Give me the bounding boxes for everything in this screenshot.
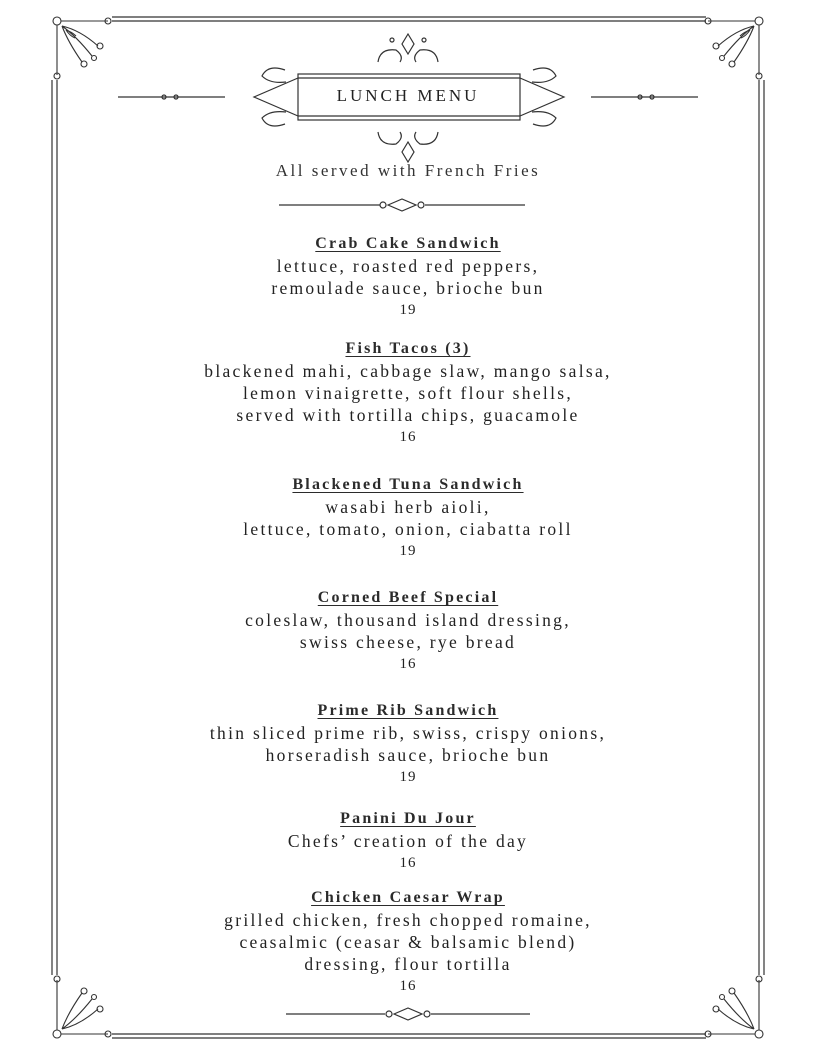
item-description-line: dressing, flour tortilla	[304, 954, 512, 974]
menu-title: LUNCH MENU	[336, 86, 480, 105]
item-description-line: Chefs’ creation of the day	[287, 831, 529, 851]
item-description	[0, 255, 816, 299]
item-description-line: grilled chicken, fresh chopped romaine,	[224, 910, 592, 930]
item-description-line: blackened mahi, cabbage slaw, mango salsa,	[204, 361, 612, 381]
item-description-line: horseradish sauce, brioche bun	[265, 745, 551, 765]
item-description	[0, 830, 816, 852]
item-description-line: served with tortilla chips, guacamole	[236, 405, 580, 425]
menu-item	[0, 587, 816, 675]
menu-item	[0, 700, 816, 788]
item-description-line: thin sliced prime rib, swiss, crispy onions,	[209, 723, 607, 743]
menu-item	[0, 338, 816, 448]
item-price: 16	[399, 855, 417, 871]
item-price: 16	[399, 978, 417, 994]
item-price: 19	[399, 543, 417, 559]
menu-subtitle: All served with French Fries	[275, 161, 541, 180]
item-description	[0, 722, 816, 766]
item-description	[0, 496, 816, 540]
item-name: Blackened Tuna Sandwich	[292, 476, 524, 493]
item-description-line: swiss cheese, rye bread	[299, 632, 517, 652]
item-description-line: remoulade sauce, brioche bun	[271, 278, 545, 298]
item-description	[0, 609, 816, 653]
item-price: 19	[399, 769, 417, 785]
item-description	[0, 360, 816, 426]
menu-item	[0, 233, 816, 321]
item-description-line: wasabi herb aioli,	[325, 497, 491, 517]
item-name: Fish Tacos (3)	[345, 340, 471, 357]
menu-item	[0, 887, 816, 997]
item-description-line: coleslaw, thousand island dressing,	[245, 610, 571, 630]
item-price: 16	[399, 656, 417, 672]
item-description-line: lemon vinaigrette, soft flour shells,	[242, 383, 574, 403]
item-name: Corned Beef Special	[317, 589, 499, 606]
item-name: Prime Rib Sandwich	[317, 702, 499, 719]
item-name: Panini Du Jour	[340, 810, 476, 827]
menu-item	[0, 808, 816, 874]
item-description-line: lettuce, tomato, onion, ciabatta roll	[243, 519, 573, 539]
item-price: 19	[399, 302, 417, 318]
item-description-line: ceasalmic (ceasar & balsamic blend)	[239, 932, 577, 952]
item-name: Chicken Caesar Wrap	[311, 889, 505, 906]
item-description-line: lettuce, roasted red peppers,	[276, 256, 540, 276]
item-price: 16	[399, 429, 417, 445]
menu-item	[0, 474, 816, 562]
item-description	[0, 909, 816, 975]
item-name: Crab Cake Sandwich	[315, 235, 501, 252]
bottom-divider-ornament	[0, 1000, 816, 1030]
title-cartouche-ornament	[0, 0, 816, 230]
